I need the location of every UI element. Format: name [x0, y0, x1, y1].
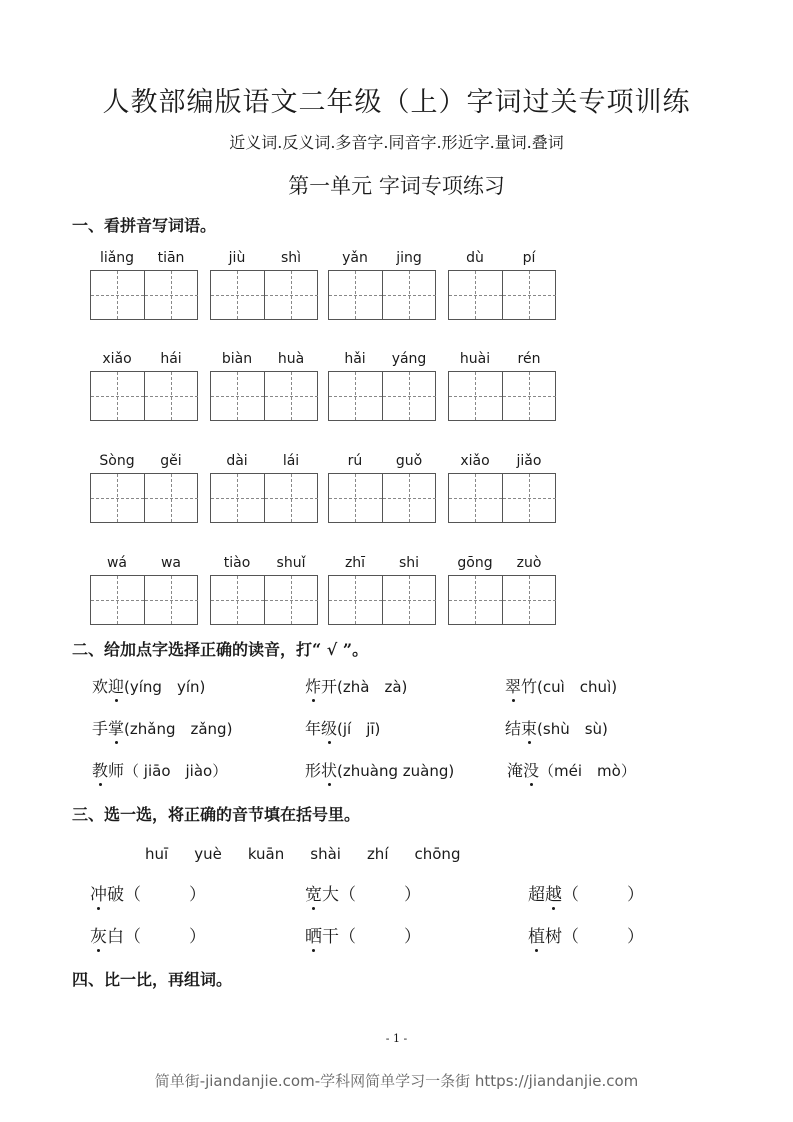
word-char: 破	[107, 885, 124, 905]
pronunciation-item[interactable]	[92, 758, 227, 781]
dotted-char: 翠	[505, 674, 521, 697]
tianzige-boxes[interactable]	[448, 473, 556, 523]
tianzige-boxes[interactable]	[448, 270, 556, 320]
writing-grid-row-3	[90, 453, 560, 523]
syllable-option: zhí	[366, 845, 389, 863]
paren-open: （	[124, 885, 141, 905]
pinyin-label: xiǎo	[102, 351, 132, 367]
paren-open: （	[124, 927, 141, 947]
tianzige-cell[interactable]	[264, 271, 318, 319]
paren-open: （	[339, 885, 356, 905]
pronunciation-item[interactable]	[507, 758, 636, 781]
paren-open: （	[339, 927, 356, 947]
tianzige-cell[interactable]	[211, 576, 264, 624]
pronunciation-item[interactable]	[305, 674, 407, 697]
tianzige-cell[interactable]	[502, 271, 556, 319]
pronunciation-item[interactable]	[305, 758, 454, 781]
pinyin-label: zuò	[516, 555, 542, 571]
paren-close: ）	[404, 927, 421, 947]
pinyin-options[interactable]: (jí jī)	[337, 720, 381, 738]
dotted-char: 迎	[108, 674, 124, 697]
pinyin-label: jing	[396, 250, 422, 266]
writing-grid-row-1	[90, 250, 560, 320]
tianzige-boxes[interactable]	[90, 473, 198, 523]
tianzige-cell[interactable]	[91, 372, 144, 420]
pronunciation-item[interactable]	[92, 674, 205, 697]
tianzige-cell[interactable]	[91, 271, 144, 319]
tianzige-cell[interactable]	[211, 271, 264, 319]
fill-blank-item	[90, 880, 206, 905]
tianzige-boxes[interactable]	[90, 575, 198, 625]
dotted-char: 级	[321, 716, 337, 739]
tianzige-cell[interactable]	[144, 372, 198, 420]
section4-heading: 四、比一比，再组词。	[72, 970, 233, 989]
document-subtitle: 近义词.反义词.多音字.同音字.形近字.量词.叠词	[229, 133, 564, 152]
word-char: 干	[322, 927, 339, 947]
pinyin-label: shuǐ	[276, 555, 306, 571]
word-char: 树	[545, 927, 562, 947]
tianzige-cell[interactable]	[502, 576, 556, 624]
pinyin-label: Sòng	[99, 453, 135, 469]
pinyin-label: wa	[160, 555, 182, 571]
tianzige-boxes[interactable]	[328, 270, 436, 320]
tianzige-cell[interactable]	[264, 372, 318, 420]
word-char: 大	[322, 885, 339, 905]
dotted-char: 没	[523, 758, 539, 781]
pinyin-options[interactable]: (shù sù)	[537, 720, 608, 738]
pinyin-options[interactable]: （ jiāo jiào）	[124, 762, 228, 780]
section1-heading: 一、看拼音写词语。	[72, 216, 217, 235]
tianzige-cell[interactable]	[211, 474, 264, 522]
tianzige-boxes[interactable]	[448, 371, 556, 421]
dotted-char: 植	[528, 922, 545, 947]
tianzige-cell[interactable]	[91, 474, 144, 522]
fill-blank-item	[305, 880, 421, 905]
syllable-option: chōng	[414, 845, 461, 863]
dotted-char: 冲	[90, 880, 107, 905]
tianzige-boxes[interactable]	[90, 270, 198, 320]
word-char: 形	[305, 761, 322, 780]
tianzige-boxes[interactable]	[210, 473, 318, 523]
tianzige-boxes[interactable]	[210, 575, 318, 625]
pinyin-label: lái	[282, 453, 300, 469]
tianzige-cell[interactable]	[449, 576, 502, 624]
pronunciation-item[interactable]	[505, 716, 608, 739]
word-char: 淹	[507, 761, 524, 780]
unit-title: 第一单元 字词专项练习	[288, 174, 505, 198]
pronunciation-item[interactable]	[505, 674, 617, 697]
tianzige-cell[interactable]	[329, 271, 382, 319]
tianzige-cell[interactable]	[264, 576, 318, 624]
paren-close: ）	[627, 927, 644, 947]
pinyin-label: shi	[398, 555, 420, 571]
word-char: 结	[505, 719, 522, 738]
tianzige-cell[interactable]	[502, 372, 556, 420]
pinyin-label: dù	[466, 250, 484, 266]
tianzige-cell[interactable]	[329, 576, 382, 624]
tianzige-cell[interactable]	[91, 576, 144, 624]
pinyin-options[interactable]: (zhà zà)	[337, 678, 408, 696]
paren-close: ）	[189, 927, 206, 947]
pronunciation-item[interactable]	[305, 716, 380, 739]
pinyin-options[interactable]: (zhǎng zǎng)	[124, 720, 233, 738]
pinyin-label: pí	[522, 250, 536, 266]
dotted-char: 束	[521, 716, 537, 739]
tianzige-boxes[interactable]	[328, 473, 436, 523]
pinyin-label: shì	[280, 250, 302, 266]
pinyin-label: xiǎo	[460, 453, 490, 469]
tianzige-cell[interactable]	[502, 474, 556, 522]
pinyin-options[interactable]: (yíng yín)	[124, 678, 206, 696]
paren-open: （	[562, 927, 579, 947]
fill-blank-item	[90, 922, 206, 947]
tianzige-cell[interactable]	[449, 271, 502, 319]
tianzige-cell[interactable]	[144, 576, 198, 624]
tianzige-boxes[interactable]	[448, 575, 556, 625]
tianzige-boxes[interactable]	[210, 270, 318, 320]
dotted-char: 状	[321, 758, 337, 781]
pinyin-label: huài	[459, 351, 491, 367]
dotted-char: 掌	[108, 716, 124, 739]
footer-watermark: 简单街-jiandanjie.com-学科网简单学习一条街 https://jiandanjie.com	[154, 1072, 639, 1090]
tianzige-cell[interactable]	[329, 474, 382, 522]
word-char: 白	[107, 927, 124, 947]
writing-grid-row-4	[90, 555, 560, 625]
paren-close: ）	[189, 885, 206, 905]
pinyin-label: huà	[277, 351, 305, 367]
tianzige-cell[interactable]	[382, 372, 436, 420]
fill-blank-item	[305, 922, 421, 947]
pinyin-options[interactable]: (zhuàng zuàng)	[337, 762, 455, 780]
dotted-char: 教	[92, 758, 108, 781]
pinyin-label: rén	[517, 351, 541, 367]
pinyin-label: hái	[160, 351, 182, 367]
syllable-option: shài	[310, 845, 341, 863]
word-char: 手	[92, 719, 109, 738]
pinyin-label: zhī	[344, 555, 366, 571]
section3-heading: 三、选一选，将正确的音节填在括号里。	[72, 805, 361, 824]
pinyin-label: guǒ	[395, 453, 423, 469]
pinyin-label: liǎng	[99, 250, 135, 266]
paren-open: （	[562, 885, 579, 905]
pronunciation-item[interactable]	[92, 716, 232, 739]
word-char: 超	[528, 885, 545, 905]
tianzige-cell[interactable]	[211, 372, 264, 420]
word-char: 欢	[92, 677, 109, 696]
fill-blank-item	[528, 880, 644, 905]
syllable-option: yuè	[194, 845, 222, 863]
tianzige-boxes[interactable]	[328, 575, 436, 625]
word-char: 师	[108, 761, 125, 780]
tianzige-boxes[interactable]	[210, 371, 318, 421]
paren-close: ）	[404, 885, 421, 905]
syllable-option: huī	[145, 845, 169, 863]
pinyin-options[interactable]: (cuì chuì)	[537, 678, 618, 696]
pinyin-label: biàn	[221, 351, 253, 367]
word-char: 开	[321, 677, 338, 696]
dotted-char: 越	[545, 880, 562, 905]
document-title: 人教部编版语文二年级（上）字词过关专项训练	[102, 87, 691, 118]
dotted-char: 炸	[305, 674, 321, 697]
writing-grid-row-2	[90, 351, 560, 421]
pinyin-label: gōng	[457, 555, 493, 571]
tianzige-cell[interactable]	[144, 271, 198, 319]
pinyin-label: dài	[226, 453, 248, 469]
dotted-char: 晒	[305, 922, 322, 947]
tianzige-cell[interactable]	[329, 372, 382, 420]
word-char: 竹	[521, 677, 538, 696]
syllable-options	[145, 845, 486, 863]
pinyin-label: hǎi	[344, 351, 366, 367]
word-char: 年	[305, 719, 322, 738]
pinyin-label: gěi	[160, 453, 182, 469]
pinyin-label: tiào	[223, 555, 251, 571]
tianzige-cell[interactable]	[382, 474, 436, 522]
syllable-option: kuān	[247, 845, 285, 863]
pinyin-label: tiān	[157, 250, 185, 266]
dotted-char: 宽	[305, 880, 322, 905]
pinyin-label: yǎn	[342, 250, 368, 266]
tianzige-cell[interactable]	[449, 474, 502, 522]
dotted-char: 灰	[90, 922, 107, 947]
pinyin-label: jiù	[228, 250, 246, 266]
tianzige-boxes[interactable]	[328, 371, 436, 421]
tianzige-cell[interactable]	[264, 474, 318, 522]
section2-heading: 二、给加点字选择正确的读音，打“ √ ”。	[72, 640, 369, 659]
paren-close: ）	[627, 885, 644, 905]
page-number: - 1 -	[385, 1032, 408, 1045]
pinyin-label: jiǎo	[516, 453, 542, 469]
pinyin-label: wá	[106, 555, 128, 571]
tianzige-cell[interactable]	[144, 474, 198, 522]
pinyin-label: yáng	[391, 351, 427, 367]
tianzige-cell[interactable]	[382, 271, 436, 319]
tianzige-cell[interactable]	[449, 372, 502, 420]
pinyin-options[interactable]: （méi mò）	[539, 762, 636, 780]
fill-blank-item	[528, 922, 644, 947]
tianzige-boxes[interactable]	[90, 371, 198, 421]
pinyin-label: rú	[347, 453, 363, 469]
tianzige-cell[interactable]	[382, 576, 436, 624]
